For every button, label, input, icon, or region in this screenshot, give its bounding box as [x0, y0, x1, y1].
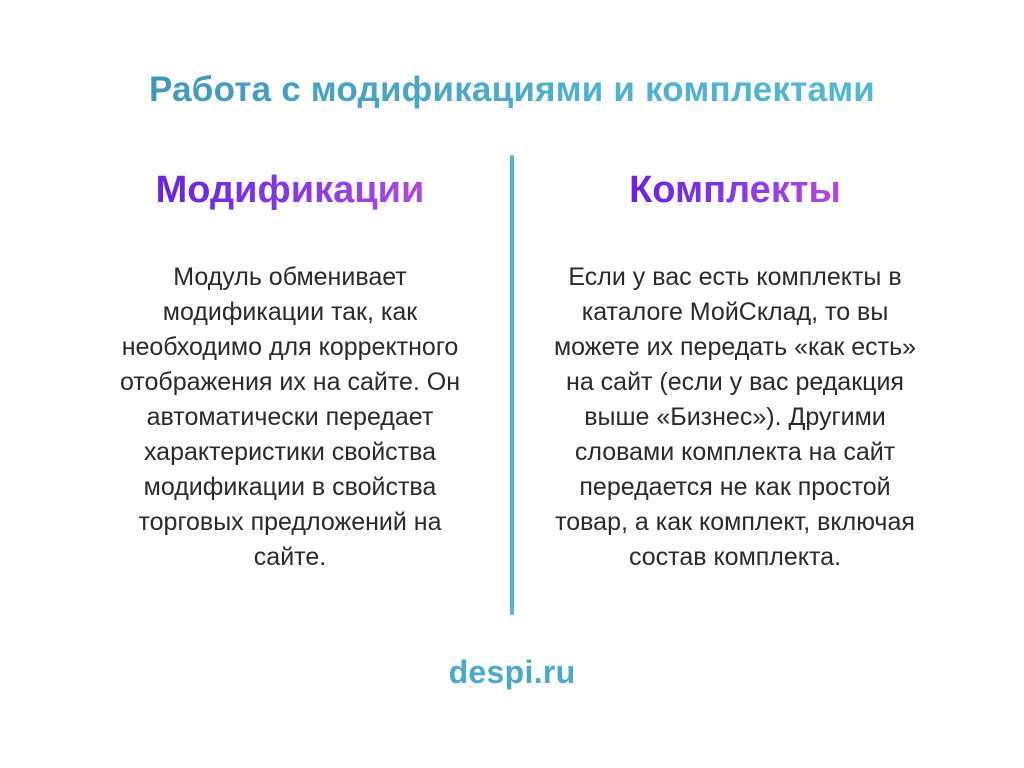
- modifications-description: Модуль обменивает модификации так, как необходимо для корректного отображения их на сайте. Он автоматически передает характеристики свойства модификации в свойства торговых предложений на сайте.: [119, 263, 461, 571]
- modifications-column: [90, 164, 490, 575]
- bundles-column: [535, 164, 935, 575]
- slide-title: Работа с модификациями и комплектами: [0, 70, 1024, 110]
- bundles-description: Если у вас есть комплекты в каталоге МойСклад, то вы можете их передать «как есть» на сайт (если у вас редакция выше «Бизнес»). Другими словами комплекта на сайт передается не как простой товар, а как комплект, включая состав комплекта.: [553, 263, 917, 571]
- modifications-heading: Модификации: [156, 164, 425, 216]
- column-divider: [510, 155, 514, 615]
- bundles-heading: Комплекты: [629, 164, 841, 216]
- footer-domain: despi.ru: [448, 654, 576, 690]
